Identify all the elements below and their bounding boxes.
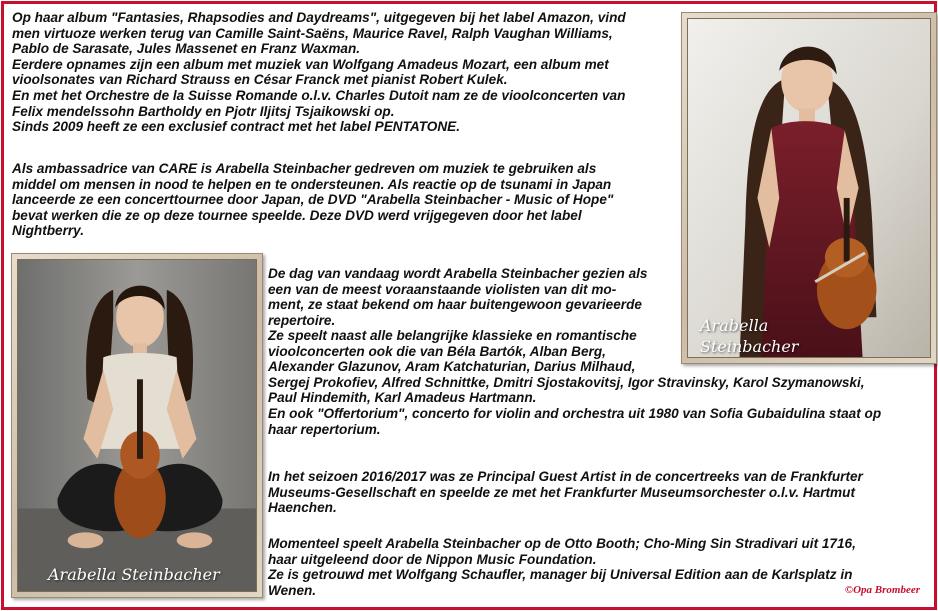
paragraph-care: Als ambassadrice van CARE is Arabella Steinbacher gedreven om muziek te gebruiken als middel om mensen in nood te helpen en te ondersteunen. Als reactie op de tsunami in Japan lanceerde ze een concerttournee door Japan, de DVD "Arabella Steinbacher - Music of Hope" bevat werken die ze op deze tournee speelde. Deze DVD werd vrijgegeven door het label Nightberry. xyxy=(12,161,614,239)
photo-standing-violinist xyxy=(687,18,931,358)
photo-seated-image xyxy=(18,260,256,591)
photo-seated-violinist xyxy=(17,259,257,592)
paragraph-repertoire: Ze speelt naast alle belangrijke klassieke en romantische vioolconcerten ook die van Béla Bartók, Alban Berg, Alexander Glazunov, Aram Katchaturian, Darius Milhaud, Sergej Prokofiev, Alfred Schnittke, Dmitri Sjostakovitsj, Igor Stravinsky, Karol Szymanowski, Paul Hindemith, Karl Amadeus Hartmann. En ook "Offertorium", concerto for violin and orchestra uit 1980 van Sofia Gubaidulina staat op haar repertorium. xyxy=(268,328,882,437)
page-frame xyxy=(1,1,937,610)
paragraph-albums: Op haar album "Fantasies, Rhapsodies and Daydreams", uitgegeven bij het label Amazon, vind men virtuoze werken terug van Camille Saint-Saëns, Maurice Ravel, Ralph Vaughan Williams, Pablo de Sarasate, Jules Massenet en Franz Waxman. Eerdere opnames zijn een album met muziek van Wolfgang Amadeus Mozart, een album met vioolsonates van Richard Strauss en César Franck met pianist Robert Kulek. En met het Orchestre de la Suisse Romande o.l.v. Charles Dutoit nam ze de vioolconcerten van Felix mendelssohn Bartholdy en Pjotr Iljitsj Tsjaikowski op. Sinds 2009 heeft ze een exclusief contract met het label PENTATONE. xyxy=(12,10,626,135)
photo-caption-seated: Arabella Steinbacher xyxy=(48,565,220,584)
paragraph-season: In het seizoen 2016/2017 was ze Principal Guest Artist in de concertreeks van de Frankfurter Museums-Gesellschaft en speelde ze met het Frankfurter Museumsorchester o.l.v. Hartmut Haenchen. xyxy=(268,469,863,516)
author-credit: ©Opa Brombeer xyxy=(844,584,920,596)
paragraph-instrument: Momenteel speelt Arabella Steinbacher op de Otto Booth; Cho-Ming Sin Stradivari uit 1716, haar uitgeleend door de Nippon Music Foundation. Ze is getrouwd met Wolfgang Schaufler, manager bij Universal Edition aan de Karlsplatz in Wenen. xyxy=(268,536,856,598)
photo-frame-standing xyxy=(681,12,937,364)
photo-caption-standing: Arabella Steinbacher xyxy=(700,316,799,356)
photo-frame-seated xyxy=(11,253,263,598)
photo-standing-image xyxy=(688,19,930,357)
paragraph-reputation: De dag van vandaag wordt Arabella Steinbacher gezien als een van de meest voraanstaande violisten van dit mo- ment, ze staat bekend om haar buitengewoon gevarieerde repertoire. xyxy=(268,266,648,328)
